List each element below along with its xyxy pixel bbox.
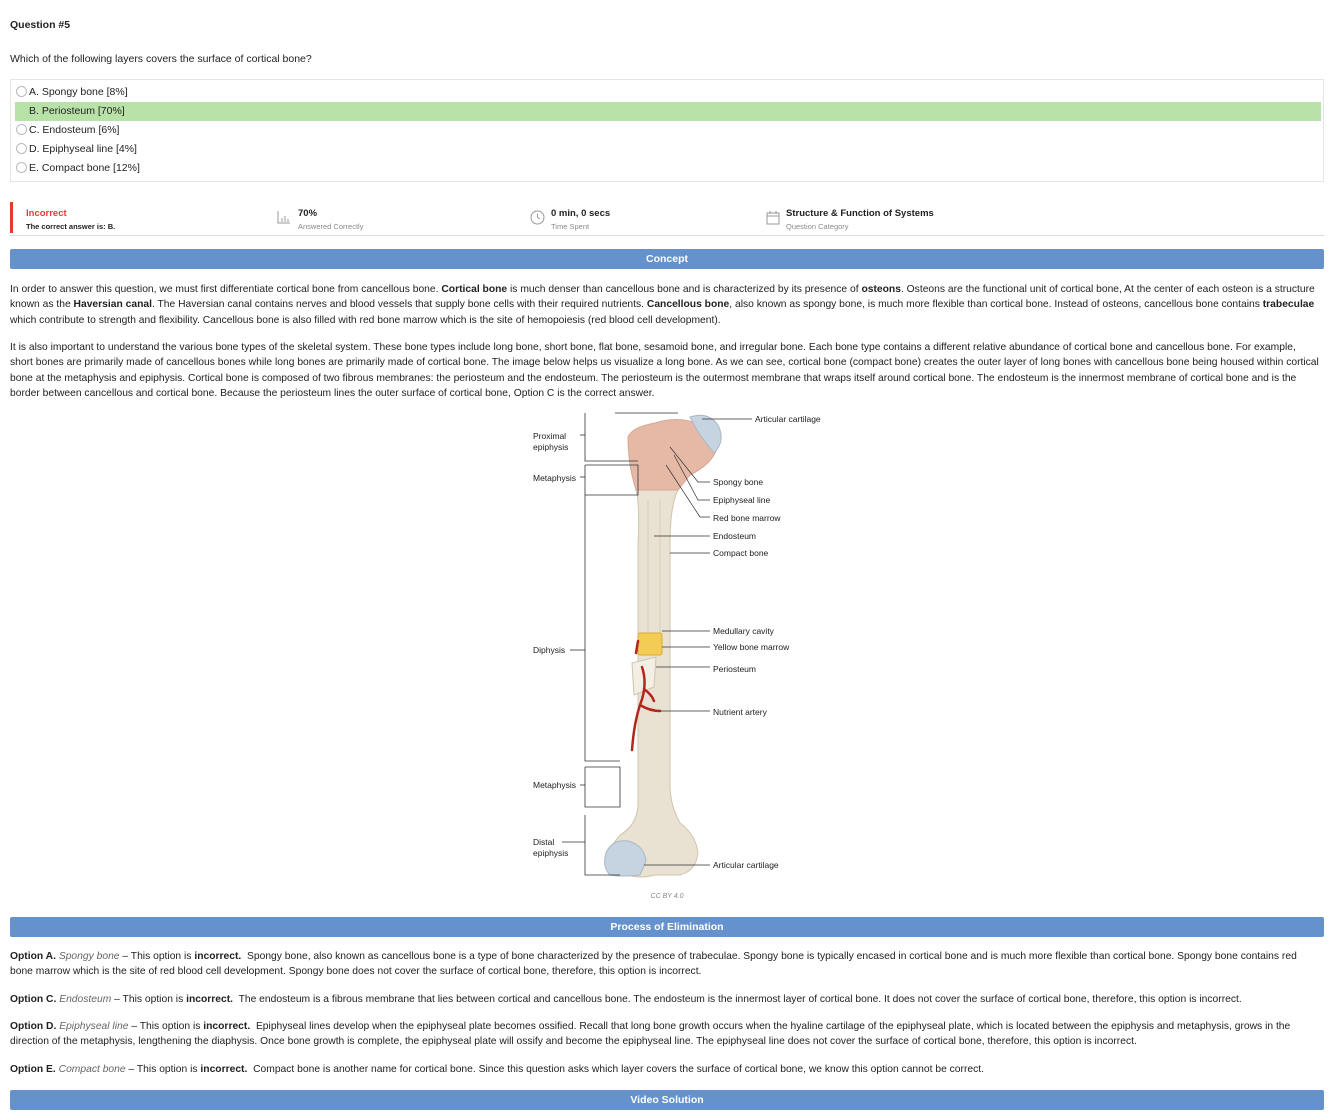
verdict: incorrect. (203, 1021, 251, 1032)
option-b[interactable] (15, 102, 1321, 121)
option-label: B. Periosteum [70%] (29, 105, 125, 117)
percent-stat (298, 208, 363, 231)
label-periosteum: Periosteum (713, 664, 756, 674)
text-run: which contribute to strength and flexibility. Cancellous bone is also filled with red bone marrow which is the site of hemopoiesis (red blood cell development). (10, 314, 721, 326)
bold-term: Cancellous bone (646, 299, 730, 311)
category-label: Question Category (786, 222, 849, 231)
option-e[interactable] (15, 159, 1321, 178)
option-label: A. Spongy bone [8%] (29, 86, 128, 98)
option-d[interactable] (15, 140, 1321, 159)
concept-paragraph-1 (10, 282, 1320, 328)
text-run: . Osteons are the functional unit of cortical bone, At the center of each osteon is a structure known as the (10, 284, 1315, 311)
label-articular-cartilage-bottom: Articular cartilage (713, 860, 779, 870)
radio-icon[interactable] (16, 86, 27, 97)
option-label: Option E. (10, 1064, 56, 1075)
answer-options (10, 79, 1324, 182)
long-bone-diagram (520, 405, 840, 905)
verdict: incorrect. (194, 951, 242, 962)
elimination-option-e (10, 1062, 1320, 1077)
option-label: Option D. (10, 1021, 57, 1032)
yellow-bone-marrow (638, 633, 662, 655)
label-medullary-cavity: Medullary cavity (713, 626, 774, 636)
time-stat (551, 208, 610, 231)
option-label: D. Epiphyseal line [4%] (29, 143, 137, 155)
option-a[interactable] (15, 83, 1321, 102)
text-run: In order to answer this question, we must first differentiate cortical bone from cancellous bone. (10, 284, 442, 295)
calendar-icon (766, 210, 780, 225)
text-run: – This option is (128, 1021, 204, 1032)
correct-answer-text: The correct answer is: B. (26, 222, 116, 231)
option-label: Option A. (10, 951, 56, 962)
label-articular-cartilage-top: Articular cartilage (755, 414, 821, 424)
label-compact-bone: Compact bone (713, 548, 769, 558)
elimination-header: Process of Elimination (10, 917, 1324, 937)
option-name: Epiphyseal line (59, 1021, 129, 1032)
bold-term: Cortical bone (441, 284, 508, 295)
option-label: C. Endosteum [6%] (29, 124, 120, 136)
label-metaphysis-bottom: Metaphysis (533, 780, 576, 790)
label-epiphyseal-line: Epiphyseal line (713, 495, 771, 505)
radio-icon[interactable] (16, 162, 27, 173)
label-proximal-epiphysis: Proximal (533, 431, 567, 441)
bold-term: osteons (861, 284, 901, 295)
text-run: , also known as spongy bone, is much more flexible than cortical bone. Instead of osteons, cancellous bone contains (729, 299, 1263, 311)
verdict: incorrect. (200, 1064, 248, 1075)
label-distal-epiphysis: Distal (533, 837, 555, 847)
explanation: Epiphyseal lines develop when the epiphyseal plate becomes ossified. Recall that long bone growth occurs when the hyaline cartilage of the epiphyseal plate, which is located between the epiphysis and metaphysis, grows in the direction of the metaphysis, lengthening the diaphysis. Once bone growth is complete, the epiphyseal plate will ossify and become the epiphyseal line. The epiphyseal line does not cover the surface of cortical bone, therefore, this option is incorrect. (10, 1021, 1291, 1048)
bar-chart-icon (277, 210, 291, 224)
radio-icon[interactable] (16, 124, 27, 135)
category-stat (786, 208, 934, 231)
label-nutrient-artery: Nutrient artery (713, 707, 767, 717)
label-metaphysis-top: Metaphysis (533, 473, 576, 483)
explanation: Compact bone is another name for cortical bone. Since this question asks which layer covers the surface of cortical bone, we know this option cannot be correct. (253, 1064, 984, 1075)
time-value: 0 min, 0 secs (551, 208, 611, 219)
text-run: – This option is (111, 994, 187, 1005)
clock-icon (530, 210, 545, 225)
figure-credit: CC BY 4.0 (650, 893, 684, 900)
question-text: Which of the following layers covers the surface of cortical bone? (10, 53, 312, 65)
elimination-option-a (10, 949, 1320, 980)
text-run: – This option is (119, 951, 195, 962)
option-name: Endosteum (59, 994, 112, 1005)
bold-term: Haversian canal (73, 299, 152, 311)
time-label: Time Spent (551, 222, 590, 231)
option-name: Spongy bone (58, 951, 120, 962)
verdict: incorrect. (186, 994, 234, 1005)
percent-value: 70% (298, 208, 318, 219)
label-red-bone-marrow: Red bone marrow (713, 513, 781, 523)
explanation: Spongy bone, also known as cancellous bone is a type of bone characterized by the presence of trabeculae. Spongy bone is typically encased in cortical bone and is much more flexible than cortical bone. Spongy bone contains red bone marrow which is the site of red blood cell development. Spongy bone does not cover the surface of cortical bone, therefore, this option is incorrect. (10, 951, 1297, 978)
category-value: Structure & Function of Systems (786, 208, 934, 219)
label-distal-epiphysis-2: epiphysis (533, 848, 569, 858)
text-run: . The Haversian canal contains nerves and blood vessels that supply bone cells with their required nutrients. (151, 299, 647, 311)
concept-header: Concept (10, 249, 1324, 269)
radio-icon[interactable] (16, 143, 27, 154)
option-name: Compact bone (58, 1064, 126, 1075)
result-status (26, 208, 115, 231)
text-run: is much denser than cancellous bone and is characterized by its presence of (507, 284, 862, 295)
bold-term: trabeculae (1262, 299, 1315, 311)
question-number: Question #5 (10, 19, 71, 31)
video-solution-header[interactable]: Video Solution (10, 1090, 1324, 1110)
option-c[interactable] (15, 121, 1321, 140)
explanation: The endosteum is a fibrous membrane that lies between cortical and cancellous bone. The endosteum is the innermost layer of cortical bone. It does not cover the surface of cortical bone, therefore, this option is incorrect. (238, 994, 1242, 1005)
incorrect-indicator (10, 202, 13, 233)
option-label: E. Compact bone [12%] (29, 162, 140, 174)
label-endosteum: Endosteum (713, 531, 756, 541)
elimination-option-d (10, 1019, 1320, 1050)
percent-label: Answered Correctly (298, 222, 364, 231)
label-proximal-epiphysis-2: epiphysis (533, 442, 569, 452)
text-run: – This option is (125, 1064, 201, 1075)
status-text: Incorrect (26, 208, 67, 219)
option-label: Option C. (10, 994, 57, 1005)
elimination-option-c (10, 992, 1320, 1007)
concept-paragraph-2: It is also important to understand the various bone types of the skeletal system. These bone types include long bone, short bone, flat bone, sesamoid bone, and irregular bone. Each bone type contains a different relative abundance of cortical bone and cancellous bone. For example, short bones are primarily made of cancellous bones while long bones are primarily made of cortical bone. The image below helps us visualize a long bone. As we can see, cortical bone (compact bone) creates the outer layer of long bones with cancellous bone being housed within cortical bone at the metaphysis and epiphysis. Cortical bone is composed of two fibrous membranes: the periosteum and the endosteum. The periosteum is the outermost membrane that wraps itself around cortical bone. The endosteum is the innermost membrane of cortical bone and is the border between cancellous and cortical bone. Because the periosteum lines the outer surface of cortical bone, Option C is the correct answer. (10, 342, 1319, 399)
result-stats (10, 202, 1324, 236)
label-spongy-bone: Spongy bone (713, 477, 764, 487)
label-diaphysis: Diphysis (533, 645, 566, 655)
label-yellow-bone-marrow: Yellow bone marrow (713, 642, 790, 652)
